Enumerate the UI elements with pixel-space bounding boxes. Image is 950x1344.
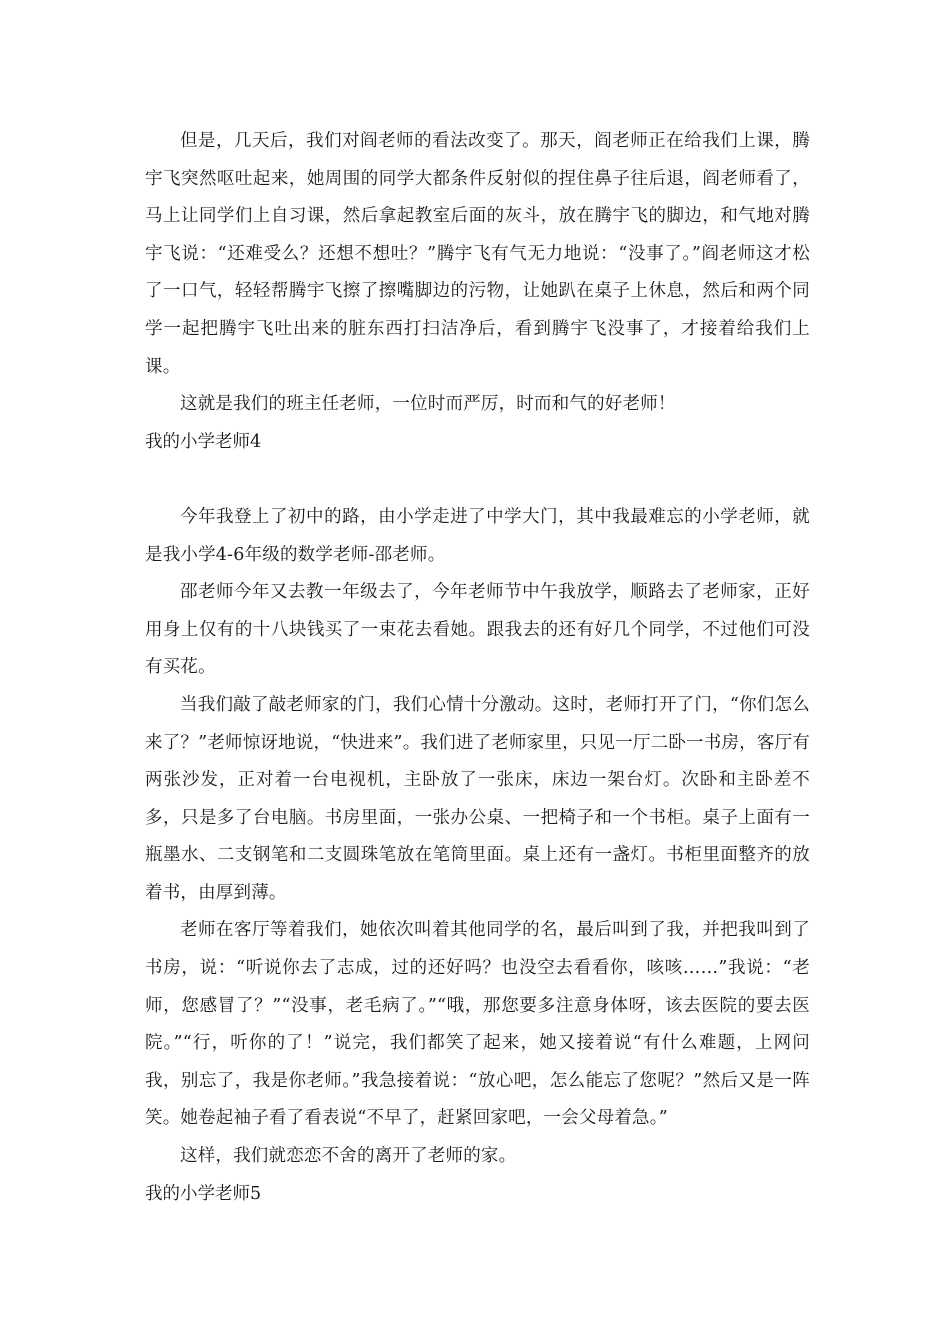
paragraph: 这样，我们就恋恋不舍的离开了老师的家。 [180,1146,517,1167]
document-body [145,123,810,1213]
paragraph: 但是，几天后，我们对阎老师的看法改变了。那天，阎老师正在给我们上课，腾宇飞突然呕吐起来，她周围的同学大都条件反射似的捏住鼻子往后退，阎老师看了，马上让同学们上自习课，然后拿起教室后面的灰斗，放在腾宇飞的脚边，和气地对腾宇飞说：“还难受么？还想不想吐？”腾宇飞有气无力地说：“没事了。”阎老师这才松了一口气，轻轻帮腾宇飞擦了擦嘴脚边的污物，让她趴在桌子上休息，然后和两个同学一起把腾宇飞吐出来的脏东西打扫洁净后，看到腾宇飞没事了，才接着给我们上课。 [145,131,810,377]
paragraph: 当我们敲了敲老师家的门，我们心情十分激动。这时，老师打开了门，“你们怎么来了？”老师惊讶地说，“快进来”。我们进了老师家里，只见一厅二卧一书房，客厅有两张沙发，正对着一台电视机，主卧放了一张床，床边一架台灯。次卧和主卧差不多，只是多了台电脑。书房里面，一张办公桌、一把椅子和一个书柜。桌子上面有一瓶墨水、二支钢笔和二支圆珠笔放在笔筒里面。桌上还有一盏灯。书柜里面整齐的放着书，由厚到薄。 [145,694,810,903]
paragraph: 今年我登上了初中的路，由小学走进了中学大门，其中我最难忘的小学老师，就是我小学4-6年级的数学老师-邵老师。 [145,506,810,565]
paragraph: 邵老师今年又去教一年级去了，今年老师节中午我放学，顺路去了老师家，正好用身上仅有的十八块钱买了一束花去看她。跟我去的还有好几个同学，不过他们可没有买花。 [145,582,810,678]
section-heading: 我的小学老师5 [145,1183,262,1204]
paragraph: 这就是我们的班主任老师，一位时而严厉，时而和气的好老师！ [180,394,676,415]
paragraph: 老师在客厅等着我们，她依次叫着其他同学的名，最后叫到了我，并把我叫到了书房，说：“听说你去了志成，过的还好吗？也没空去看看你，咳咳……”我说：“老师，您感冒了？”“没事，老毛病了。”“哦，那您要多注意身体呀，该去医院的要去医院。”“行，听你的了！”说完，我们都笑了起来，她又接着说“有什么难题，上网问我，别忘了，我是你老师。”我急接着说：“放心吧，怎么能忘了您呢？”然后又是一阵笑。她卷起袖子看了看表说“不早了，赶紧回家吧，一会父母着急。” [145,920,810,1129]
blank-line [145,461,810,499]
section-heading: 我的小学老师4 [145,431,262,452]
